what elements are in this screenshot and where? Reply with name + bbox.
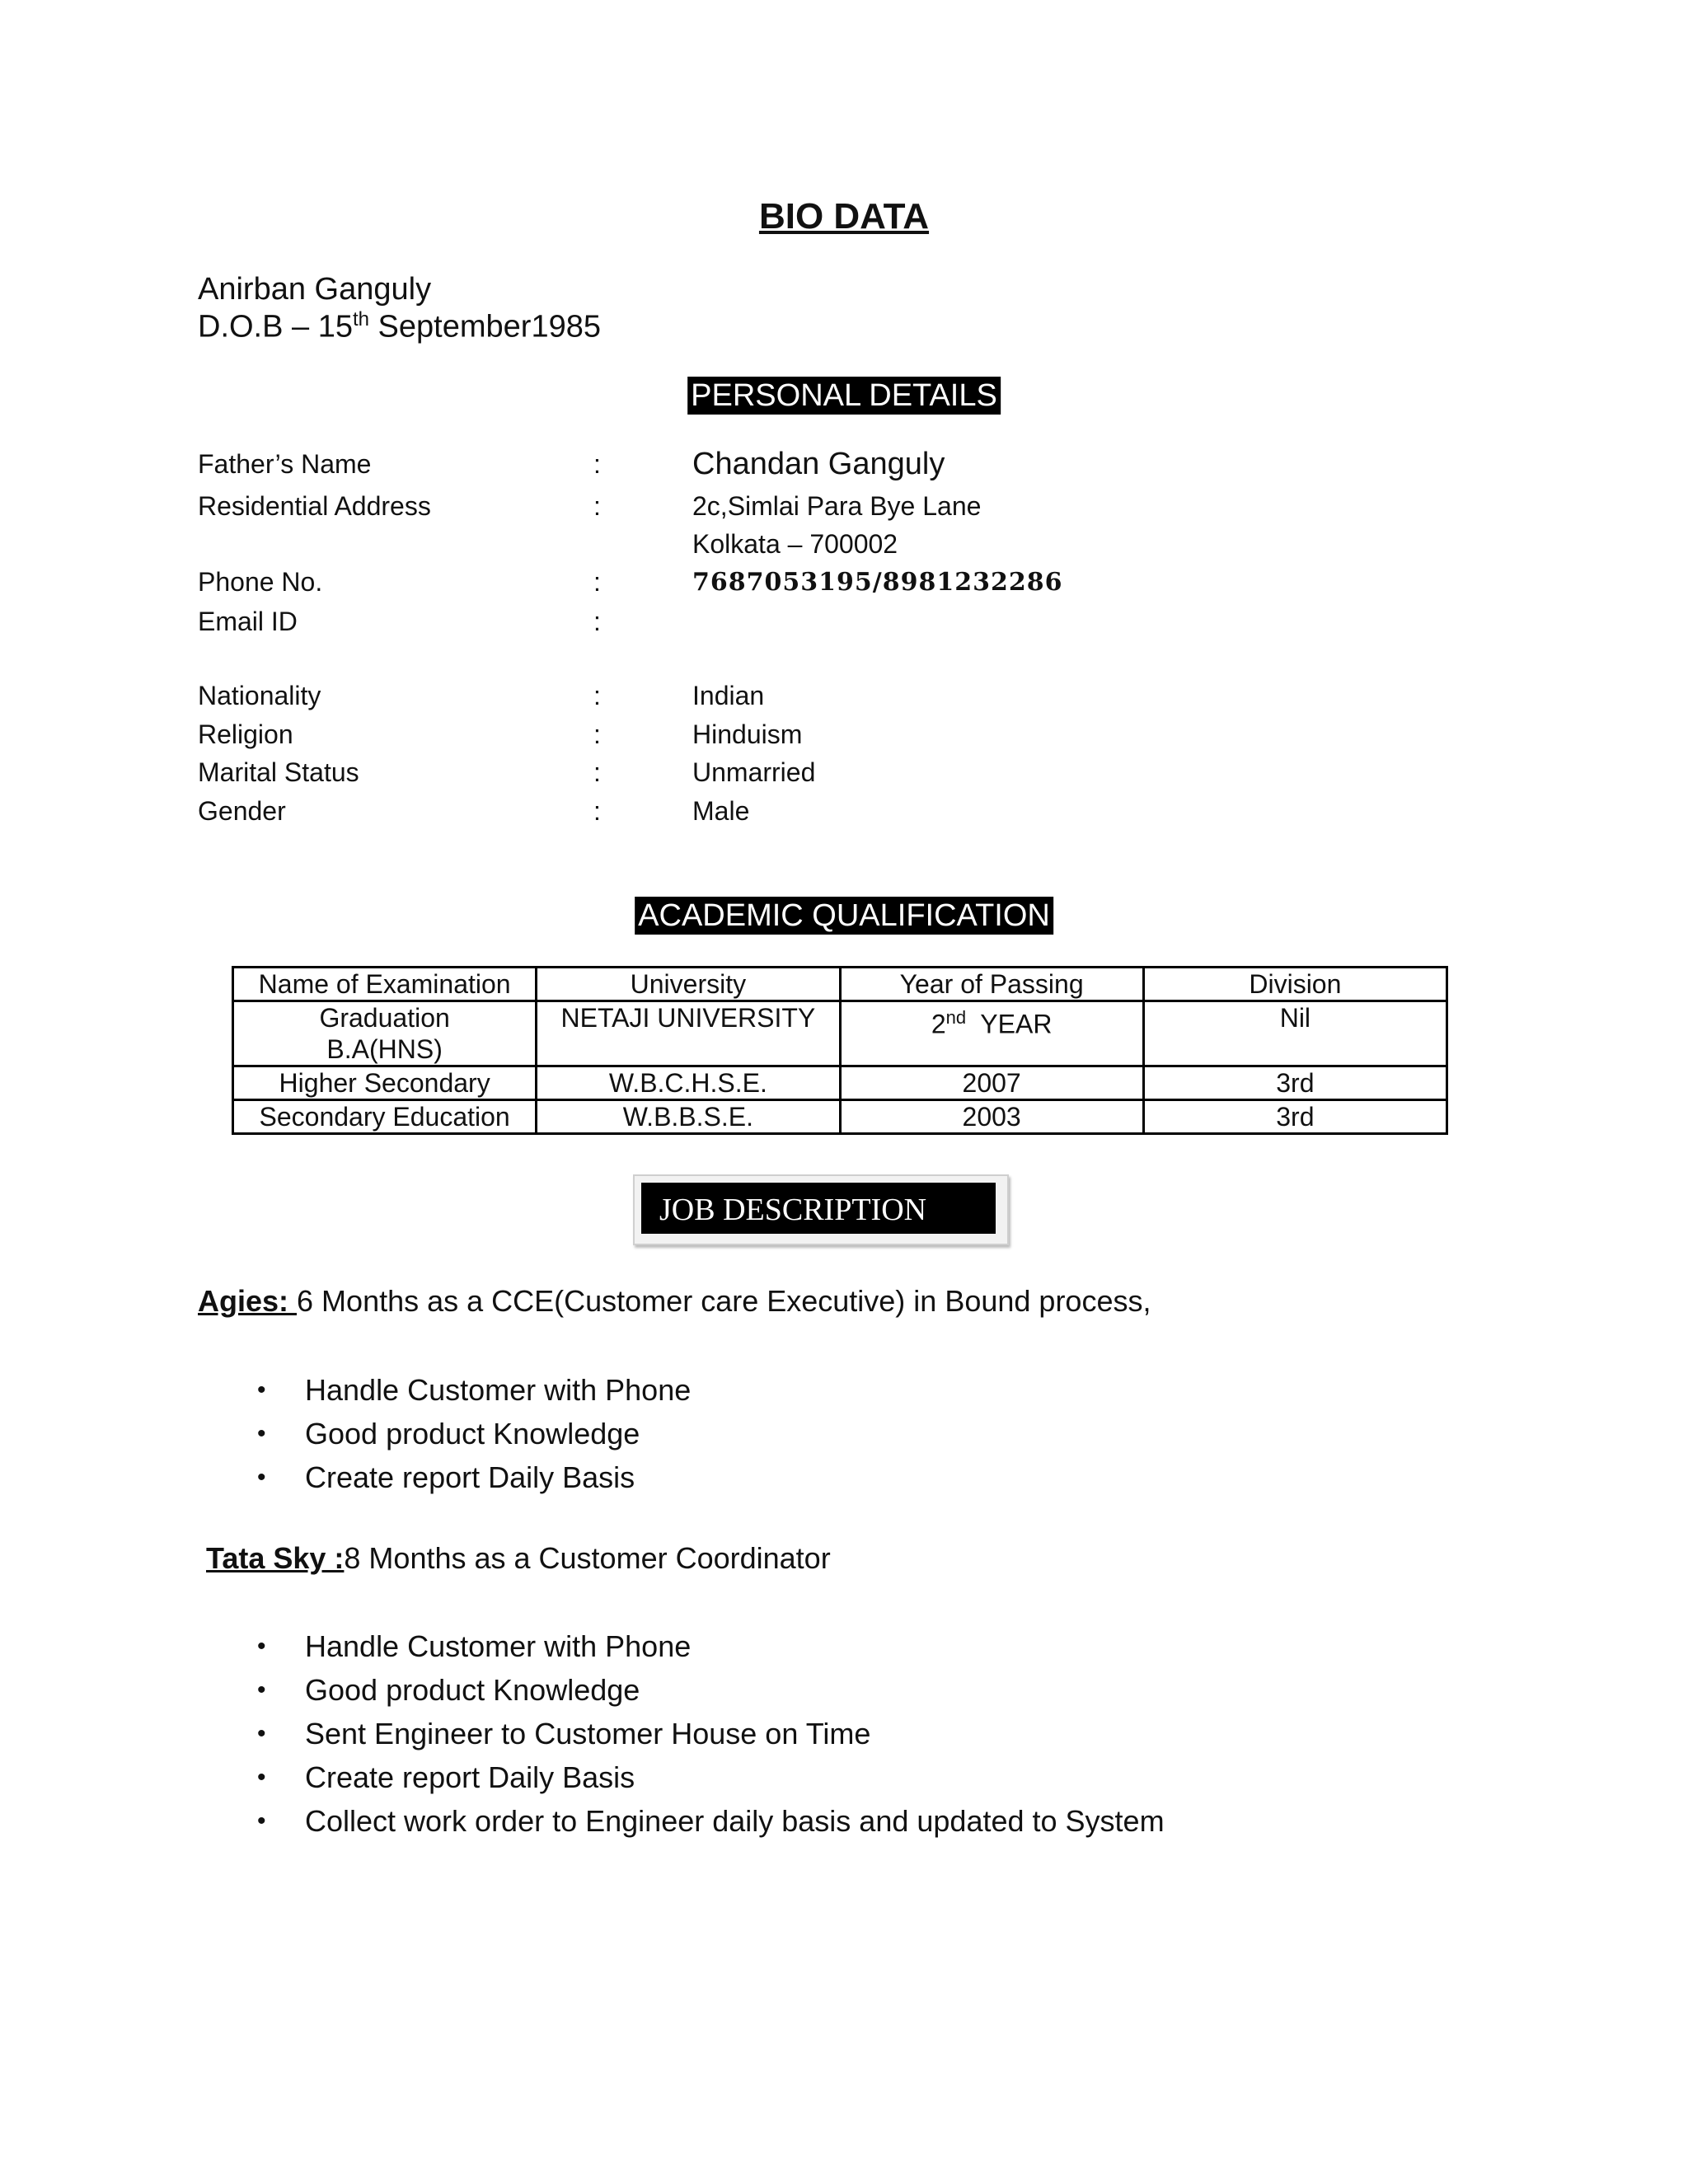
table-cell: NETAJI UNIVERSITY <box>537 1001 840 1066</box>
list-item: • Handle Customer with Phone <box>257 1373 692 1407</box>
column-header: Division <box>1143 968 1447 1001</box>
colon: : <box>593 796 601 826</box>
table-header-row <box>233 968 1447 1001</box>
table-row <box>233 1001 1447 1066</box>
list-item: • Create report Daily Basis <box>257 1760 635 1794</box>
marital-status-label: Marital Status <box>198 757 359 787</box>
table-row <box>233 1066 1447 1100</box>
column-header: Name of Examination <box>233 968 537 1001</box>
table-cell: 2nd YEAR <box>840 1001 1143 1066</box>
table-cell: 2003 <box>840 1100 1143 1134</box>
job-summary: 6 Months as a CCE(Customer care Executive) in Bound process, <box>297 1284 1151 1318</box>
nationality-label: Nationality <box>198 681 321 710</box>
list-item: • Handle Customer with Phone <box>257 1629 692 1663</box>
company-name: Agies: <box>198 1284 298 1318</box>
list-item: • Collect work order to Engineer daily basis and updated to System <box>257 1804 1165 1838</box>
job-description-heading-box <box>633 1174 1009 1245</box>
table-cell: Higher Secondary <box>233 1066 537 1100</box>
gender-value: Male <box>692 796 750 826</box>
job-description-heading: JOB DESCRIPTION <box>641 1183 996 1234</box>
gender-label: Gender <box>198 796 286 826</box>
list-item: • Good product Knowledge <box>257 1417 640 1451</box>
colon: : <box>593 719 601 749</box>
colon: : <box>593 607 601 636</box>
table-cell: 2007 <box>840 1066 1143 1100</box>
column-header: Year of Passing <box>840 968 1143 1001</box>
nationality-value: Indian <box>692 681 765 710</box>
fathers-name-label: Father’s Name <box>198 449 372 479</box>
table-cell: Nil <box>1143 1001 1447 1066</box>
academic-qualification-heading: ACADEMIC QUALIFICATION <box>635 897 1053 935</box>
fathers-name-value: Chandan Ganguly <box>692 447 945 481</box>
table-row <box>233 1100 1447 1134</box>
colon: : <box>593 757 601 787</box>
address-label: Residential Address <box>198 491 431 521</box>
job-entry-tata-sky <box>206 1541 831 1576</box>
table-cell: Graduation B.A(HNS) <box>233 1001 537 1066</box>
personal-details-heading: PERSONAL DETAILS <box>687 377 1001 415</box>
religion-label: Religion <box>198 719 293 749</box>
colon: : <box>593 681 601 710</box>
page-title: BIO DATA <box>758 196 930 237</box>
table-cell: 3rd <box>1143 1100 1447 1134</box>
email-label: Email ID <box>198 607 298 636</box>
list-item: • Create report Daily Basis <box>257 1460 635 1494</box>
academic-table <box>232 966 1448 1135</box>
company-name: Tata Sky : <box>206 1541 345 1575</box>
address-line-2: Kolkata – 700002 <box>692 529 898 559</box>
address-line-1: 2c,Simlai Para Bye Lane <box>692 491 982 521</box>
list-item: • Sent Engineer to Customer House on Time <box>257 1717 871 1750</box>
colon: : <box>593 491 601 521</box>
applicant-name: Anirban Ganguly <box>198 272 432 307</box>
table-cell: W.B.B.S.E. <box>537 1100 840 1134</box>
table-cell: Secondary Education <box>233 1100 537 1134</box>
phone-label: Phone No. <box>198 567 323 597</box>
phone-value: 7687053195/8981232286 <box>692 568 1063 597</box>
list-item: • Good product Knowledge <box>257 1673 640 1707</box>
colon: : <box>593 449 601 479</box>
column-header: University <box>537 968 840 1001</box>
religion-value: Hinduism <box>692 719 803 749</box>
job-duties-list <box>198 1624 1165 1843</box>
date-of-birth: D.O.B – 15th September1985 <box>198 308 601 344</box>
colon: : <box>593 567 601 597</box>
job-summary: 8 Months as a Customer Coordinator <box>344 1541 831 1575</box>
job-duties-list <box>198 1368 691 1499</box>
marital-status-value: Unmarried <box>692 757 816 787</box>
table-cell: 3rd <box>1143 1066 1447 1100</box>
job-entry-agies <box>198 1284 1151 1319</box>
table-cell: W.B.C.H.S.E. <box>537 1066 840 1100</box>
